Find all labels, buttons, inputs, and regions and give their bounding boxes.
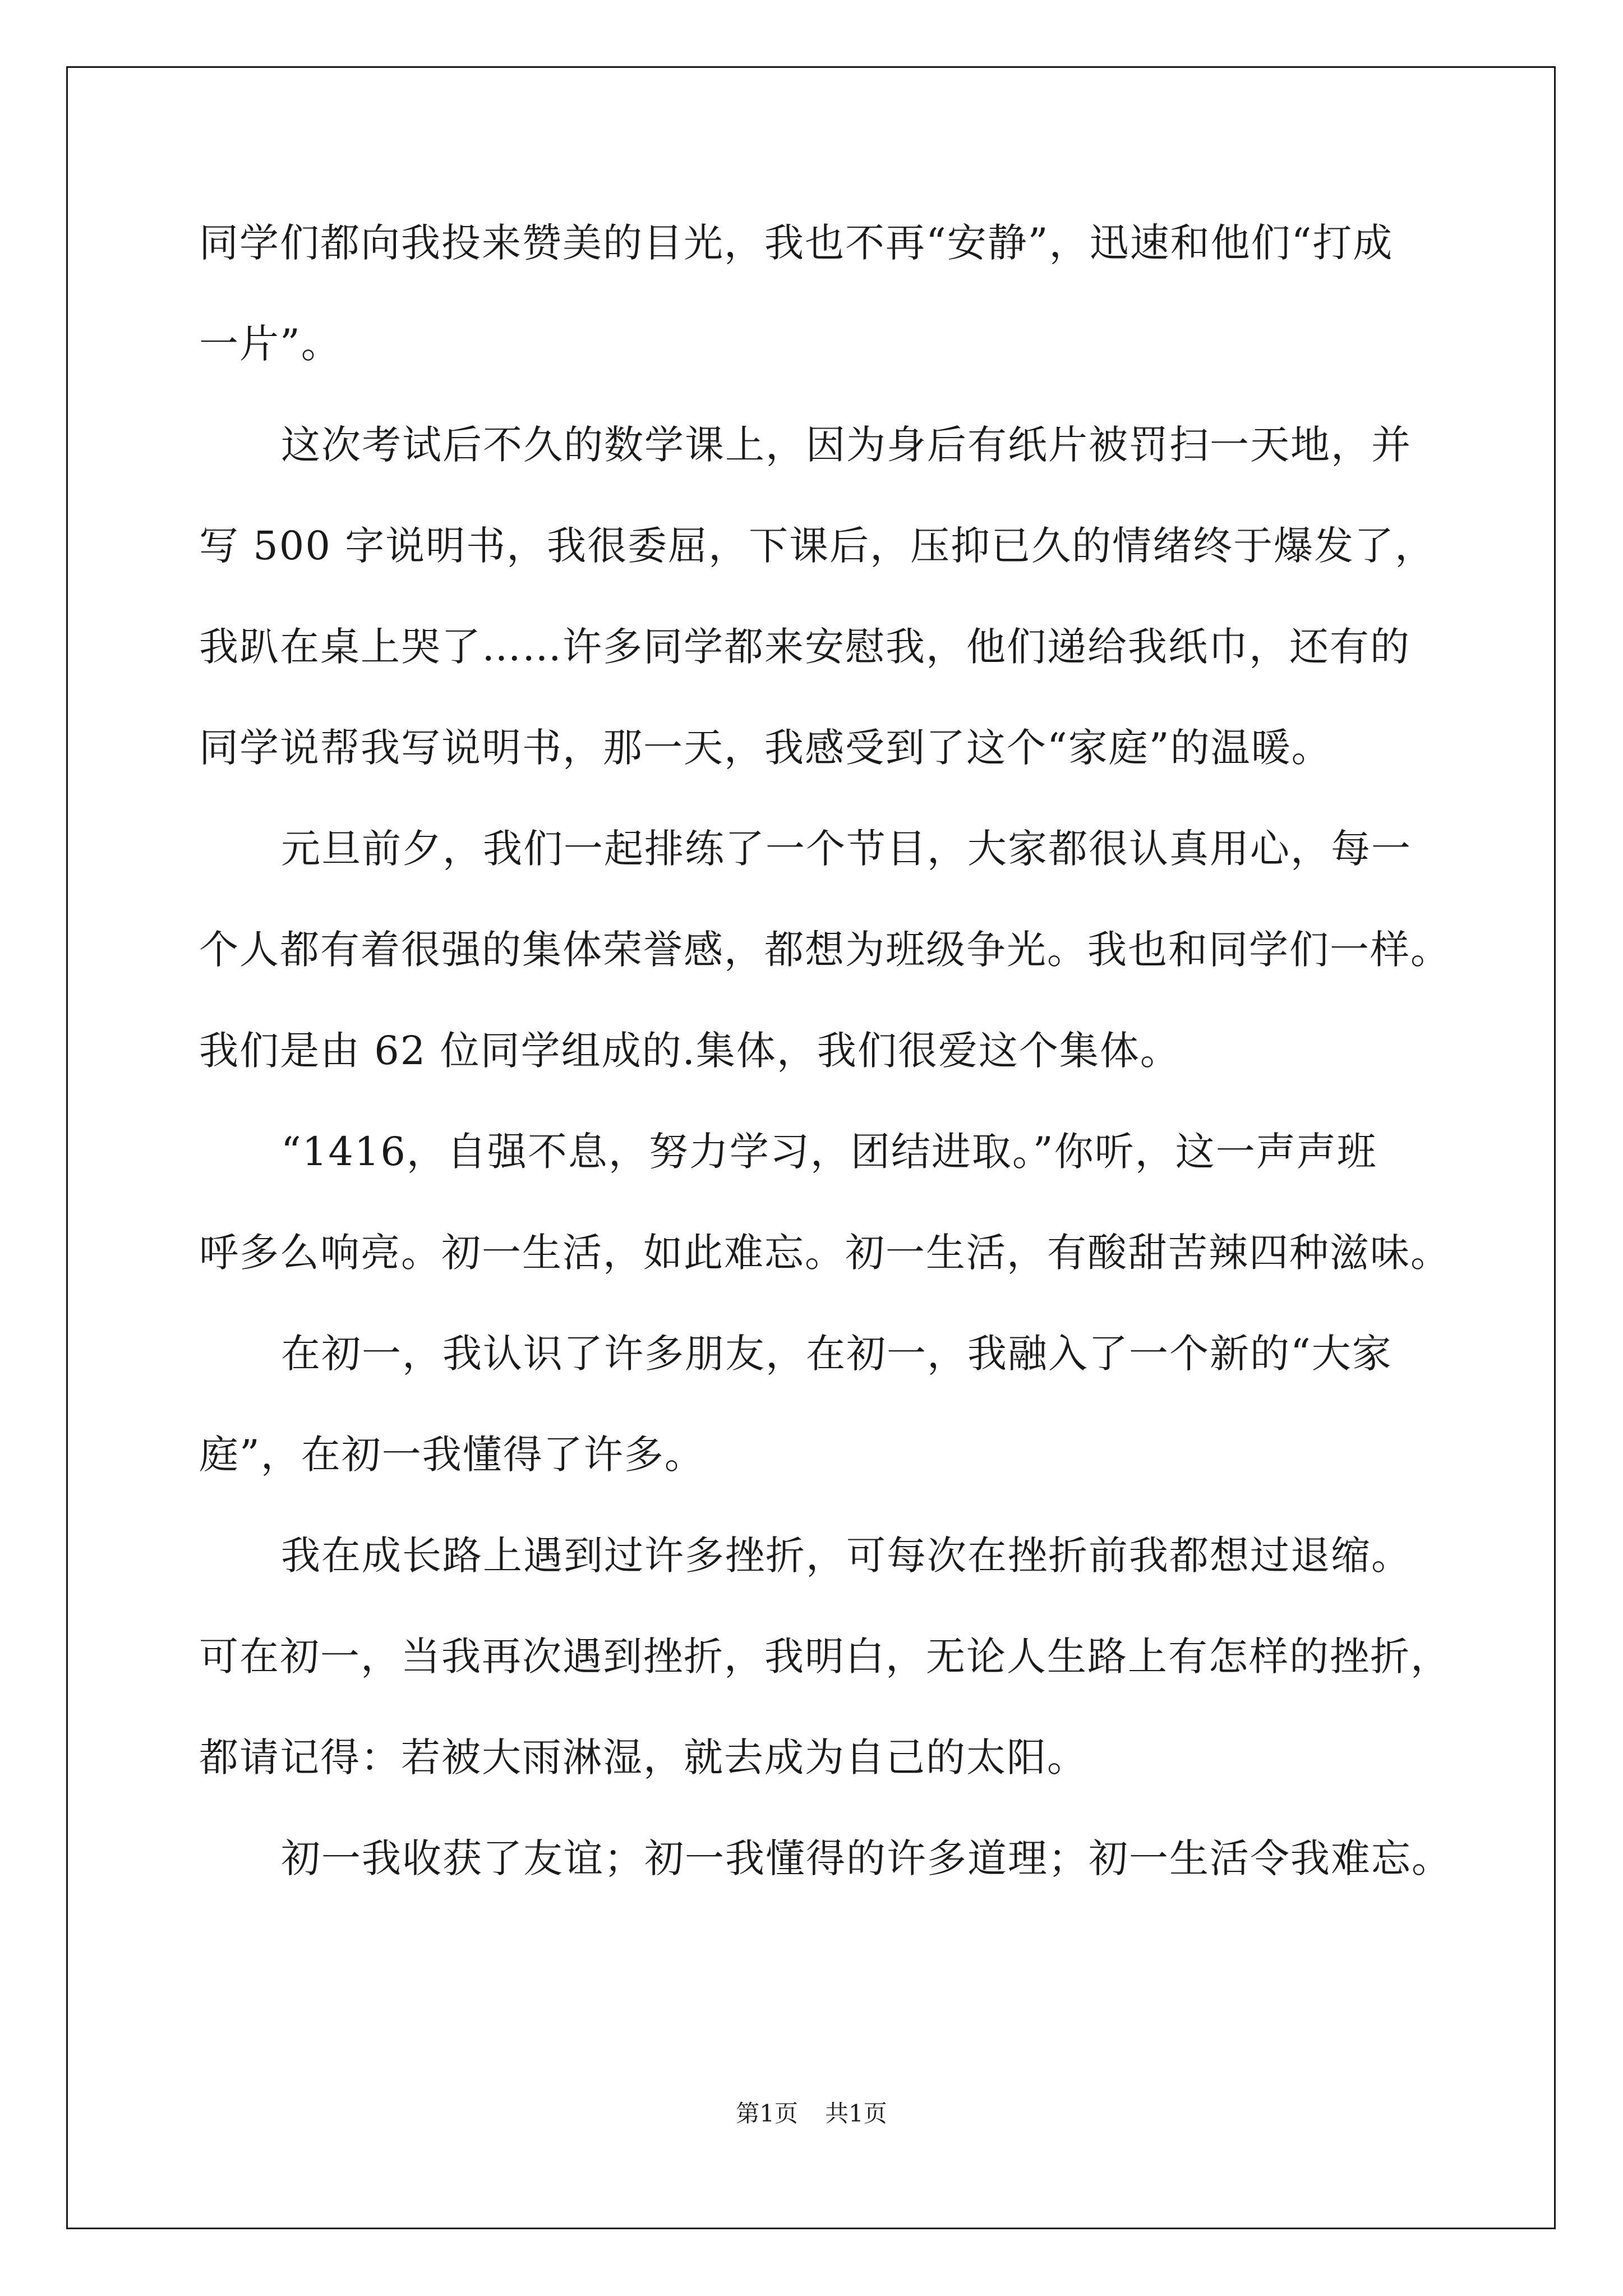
page-footer bbox=[0, 2098, 1623, 2129]
text-line: 这次考试后不久的数学课上，因为身后有纸片被罚扫一天地，并 bbox=[281, 422, 1412, 468]
page-number: 第1页 bbox=[736, 2100, 798, 2127]
text-line: 可在初一，当我再次遇到挫折，我明白，无论人生路上有怎样的挫折， bbox=[199, 1634, 1451, 1680]
page-total: 共1页 bbox=[825, 2100, 887, 2127]
text-line: 同学们都向我投来赞美的目光，我也不再“安静”，迅速和他们“打成 bbox=[199, 220, 1394, 266]
text-line: “1416，自强不息，努力学习，团结进取。”你听，这一声声班 bbox=[281, 1129, 1377, 1175]
text-line: 庭”，在初一我懂得了许多。 bbox=[199, 1432, 705, 1478]
text-line: 元旦前夕，我们一起排练了一个节目，大家都很认真用心，每一 bbox=[281, 826, 1412, 872]
text-line: 我在成长路上遇到过许多挫折，可每次在挫折前我都想过退缩。 bbox=[281, 1533, 1412, 1579]
text-line: 呼多么响亮。初一生活，如此难忘。初一生活，有酸甜苦辣四种滋味。 bbox=[199, 1230, 1451, 1276]
text-line: 我们是由 62 位同学组成的.集体，我们很爱这个集体。 bbox=[199, 1028, 1181, 1074]
text-line: 一片”。 bbox=[199, 321, 342, 367]
text-line: 我趴在桌上哭了……许多同学都来安慰我，他们递给我纸巾，还有的 bbox=[199, 624, 1410, 670]
text-line: 都请记得：若被大雨淋湿，就去成为自己的太阳。 bbox=[199, 1734, 1087, 1780]
text-line: 写 500 字说明书，我很委屈，下课后，压抑已久的情绪终于爆发了， bbox=[199, 523, 1436, 569]
text-line: 初一我收获了友谊；初一我懂得的许多道理；初一生活令我难忘。 bbox=[281, 1835, 1452, 1881]
text-line: 在初一，我认识了许多朋友，在初一，我融入了一个新的“大家 bbox=[281, 1331, 1393, 1377]
text-line: 同学说帮我写说明书，那一天，我感受到了这个“家庭”的温暖。 bbox=[199, 725, 1332, 771]
text-line: 个人都有着很强的集体荣誉感，都想为班级争光。我也和同学们一样。 bbox=[199, 927, 1451, 973]
